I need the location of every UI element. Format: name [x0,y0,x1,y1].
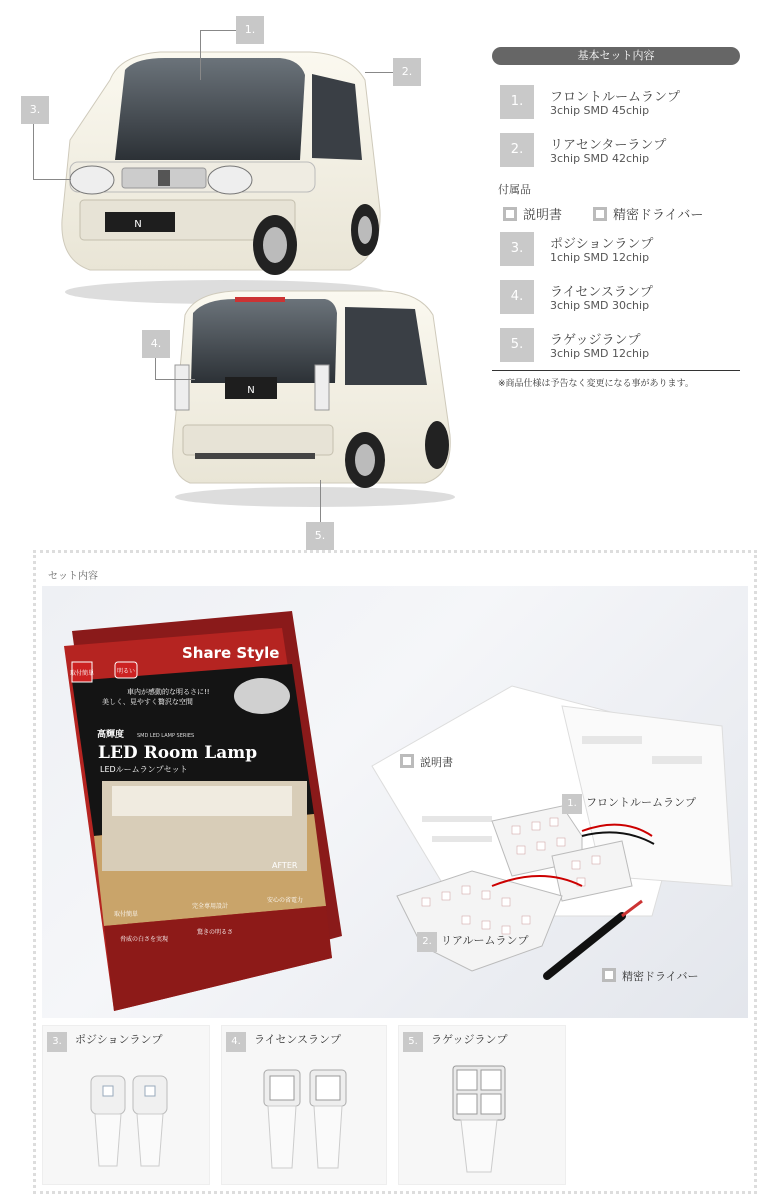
square-icon [400,754,414,768]
item-chip: 1chip SMD 12chip [550,251,650,264]
rear-car-image [165,285,465,510]
spec-item [492,280,740,320]
item-name: リアセンターランプ [550,138,667,153]
label-manual [400,754,453,770]
sub-number: 5. [403,1032,423,1052]
package-badge2: 明るい [116,668,136,675]
leader-line-4 [155,356,195,380]
set-contents-photo [42,586,748,1018]
label-text: 精密ドライバー [622,970,699,983]
callout-1: 1. [236,16,264,44]
square-icon [503,207,517,221]
callout-4: 4. [142,330,170,358]
sub-label: ポジションランプ [75,1033,163,1046]
sub-panel-position-lamp [42,1025,210,1185]
extra-items [492,232,740,368]
set-contents-section [33,550,757,1194]
spec-item [492,85,740,125]
item-name: ラゲッジランプ [550,333,641,348]
package-after: AFTER [272,861,298,870]
sub-panel-license-lamp [221,1025,387,1185]
sub-panel-luggage-lamp [398,1025,566,1185]
svg-text:N: N [247,385,255,396]
accessory-label: 説明書 [523,208,563,223]
accessory-driver [593,204,703,223]
item-number-badge: 4. [500,280,534,314]
package-koukido: 高輝度 [97,730,125,740]
label-text: 説明書 [420,756,453,769]
label-rear-room-lamp [417,932,529,952]
package-feature: 驚きの明るさ [197,929,234,936]
accessory-label: 精密ドライバー [613,208,704,223]
sub-number: 4. [226,1032,246,1052]
package-brand: Share Style [182,644,280,662]
square-icon [593,207,607,221]
package-feature: 安心の省電力 [267,897,304,904]
luggage-lamp-bulb [399,1056,567,1186]
leader-line-3 [33,122,71,180]
accessory-manual [503,204,562,223]
label-driver [602,968,698,984]
label-text: リアルームランプ [441,934,529,947]
label-number: 2. [417,932,437,952]
top-section [0,0,780,550]
package-series: SMD LED LAMP SERIES [137,733,195,739]
accessories-title: 付属品 [498,183,531,196]
item-chip: 3chip SMD 42chip [550,152,650,165]
spec-item [492,133,740,173]
basic-items [492,85,740,173]
item-name: ポジションランプ [550,237,654,252]
square-icon [602,968,616,982]
label-number: 1. [562,794,582,814]
label-text: フロントルームランプ [586,796,696,809]
front-car-image [50,40,390,310]
leader-line-1 [200,30,238,80]
spec-item [492,328,740,368]
item-number-badge: 1. [500,85,534,119]
item-name: フロントルームランプ [550,90,681,105]
sub-label: ラゲッジランプ [431,1033,508,1046]
leader-line-5 [320,480,321,522]
item-chip: 3chip SMD 12chip [550,347,650,360]
item-name: ライセンスランプ [550,285,653,300]
package-product: LED Room Lamp [98,743,258,763]
package-tagline2: 美しく、見やすく贅沢な空間 [102,698,193,706]
item-chip: 3chip SMD 45chip [550,104,650,117]
spec-note: ※商品仕様は予告なく変更になる事があります。 [498,379,694,389]
sub-label: ライセンスランプ [254,1033,342,1046]
position-lamp-bulbs [43,1056,211,1186]
set-contents-title: セット内容 [48,571,98,582]
license-lamp-bulbs [222,1056,388,1186]
callout-5: 5. [306,522,334,550]
item-number-badge: 2. [500,133,534,167]
svg-text:N: N [134,219,142,230]
spec-item [492,232,740,272]
leader-line-2 [365,72,393,73]
item-number-badge: 5. [500,328,534,362]
item-number-badge: 3. [500,232,534,266]
sub-number: 3. [47,1032,67,1052]
item-chip: 3chip SMD 30chip [550,299,650,312]
callout-2: 2. [393,58,421,86]
package-feature: 取付簡単 [114,911,139,918]
accessories-row [503,204,740,222]
divider [492,370,740,371]
label-front-room-lamp [562,794,696,814]
package-feature: 脅威の白さを実現 [120,936,169,943]
package-badge1: 取付簡単 [69,670,95,677]
callout-3: 3. [21,96,49,124]
spec-header: 基本セット内容 [492,47,740,65]
spec-panel [492,47,740,389]
package-tagline1: 車内が感動的な明るさに!! [127,688,210,696]
package-feature: 完全専用設計 [192,903,229,910]
package-product-jp: LEDルームランプセット [100,765,188,774]
